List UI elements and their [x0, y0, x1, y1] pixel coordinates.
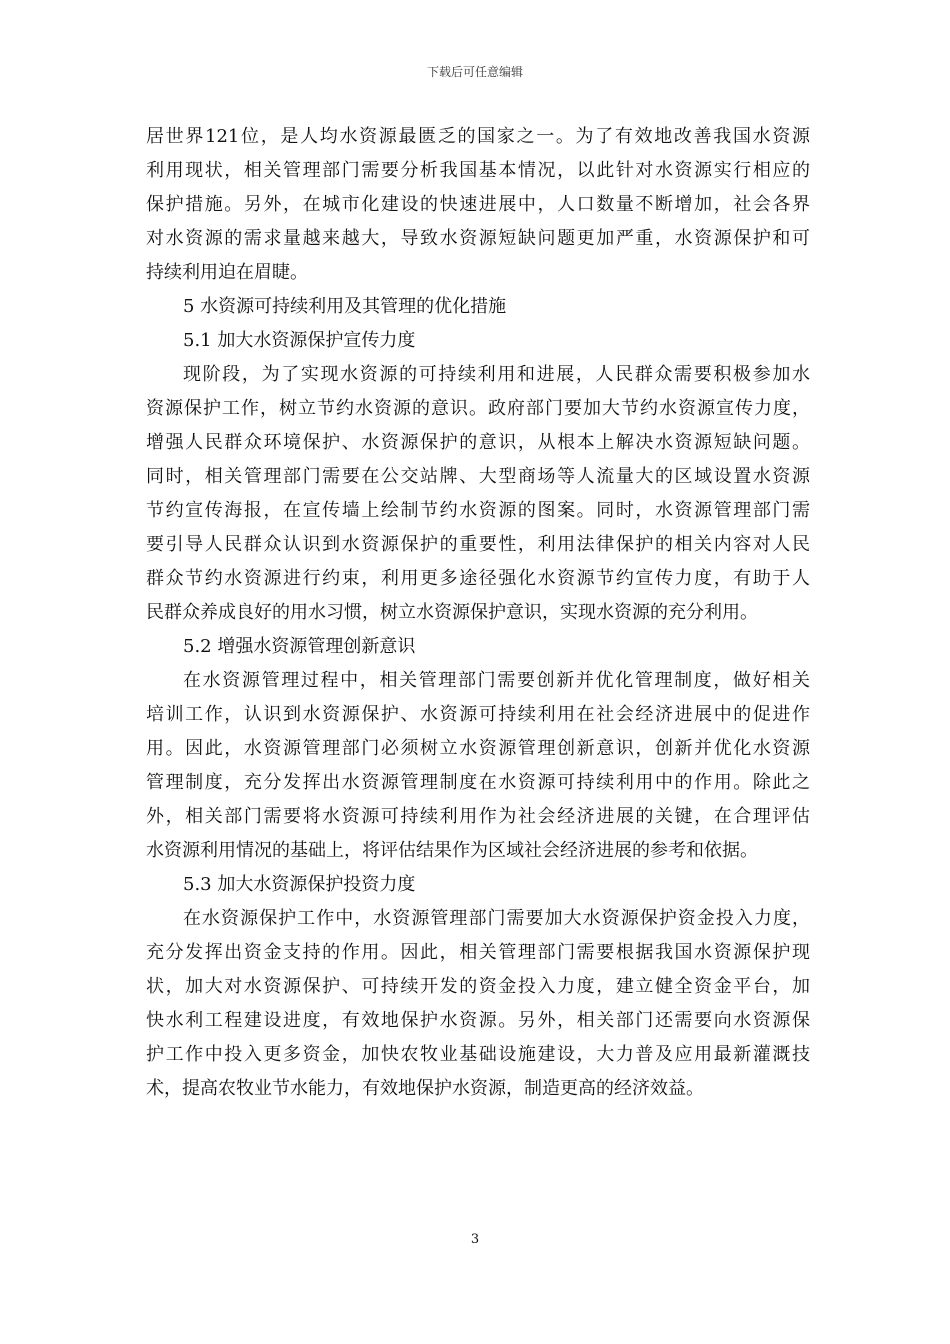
- text-line: 要引导人民群众认识到水资源保护的重要性，利用法律保护的相关内容对人民: [146, 534, 810, 555]
- text-line: 利用现状，相关管理部门需要分析我国基本情况，以此针对水资源实行相应的: [146, 160, 810, 181]
- document-body: [146, 120, 810, 1106]
- text-line: 充分发挥出资金支持的作用。因此，相关管理部门需要根据我国水资源保护现: [146, 942, 810, 963]
- section-heading-5-2: 5.2 增强水资源管理创新意识: [183, 636, 416, 657]
- text-line: 群众节约水资源进行约束，利用更多途径强化水资源节约宣传力度，有助于人: [146, 568, 810, 589]
- text-line: 管理制度，充分发挥出水资源管理制度在水资源可持续利用中的作用。除此之: [146, 772, 810, 793]
- text-line: 资源保护工作，树立节约水资源的意识。政府部门要加大节约水资源宣传力度，: [146, 398, 810, 419]
- section-heading-5-3: 5.3 加大水资源保护投资力度: [183, 874, 416, 895]
- text-line: 居世界121位，是人均水资源最匮乏的国家之一。为了有效地改善我国水资源: [146, 126, 810, 147]
- text-line: 状，加大对水资源保护、可持续开发的资金投入力度，建立健全资金平台，加: [146, 976, 810, 997]
- text-line: 节约宣传海报，在宣传墙上绘制节约水资源的图案。同时，水资源管理部门需: [146, 500, 810, 521]
- text-line: 护工作中投入更多资金，加快农牧业基础设施建设，大力普及应用最新灌溉技: [146, 1044, 810, 1065]
- paragraph-continuation: [146, 120, 810, 290]
- text-line: 外，相关部门需要将水资源可持续利用作为社会经济进展的关键，在合理评估: [146, 806, 810, 827]
- text-line: 术，提高农牧业节水能力，有效地保护水资源，制造更高的经济效益。: [146, 1078, 704, 1099]
- paragraph-5-2: [146, 664, 810, 868]
- text-line: 用。因此，水资源管理部门必须树立水资源管理创新意识，创新并优化水资源: [146, 738, 810, 759]
- paragraph-5-1: [146, 358, 810, 630]
- text-line: 持续利用迫在眉睫。: [146, 262, 308, 283]
- section-heading-5-1: 5.1 加大水资源保护宣传力度: [183, 330, 416, 351]
- text-line: 在水资源保护工作中，水资源管理部门需要加大水资源保护资金投入力度，: [183, 908, 810, 929]
- paragraph-5-3: [146, 902, 810, 1106]
- text-line: 快水利工程建设进度，有效地保护水资源。另外，相关部门还需要向水资源保: [146, 1010, 810, 1031]
- text-line: 现阶段，为了实现水资源的可持续利用和进展，人民群众需要积极参加水: [183, 364, 810, 385]
- text-line: 同时，相关管理部门需要在公交站牌、大型商场等人流量大的区域设置水资源: [146, 466, 810, 487]
- page-header: 下载后可任意编辑: [426, 65, 523, 79]
- text-line: 民群众养成良好的用水习惯，树立水资源保护意识，实现水资源的充分利用。: [146, 602, 758, 623]
- text-line: 对水资源的需求量越来越大，导致水资源短缺问题更加严重，水资源保护和可: [146, 228, 810, 249]
- text-line: 增强人民群众环境保护、水资源保护的意识，从根本上解决水资源短缺问题。: [146, 432, 810, 453]
- text-line: 培训工作，认识到水资源保护、水资源可持续利用在社会经济进展中的促进作: [146, 704, 810, 725]
- text-line: 保护措施。另外，在城市化建设的快速进展中，人口数量不断增加，社会各界: [146, 194, 810, 215]
- page-number: 3: [470, 1232, 480, 1247]
- section-heading-5: 5 水资源可持续利用及其管理的优化措施: [183, 296, 507, 317]
- text-line: 水资源利用情况的基础上，将评估结果作为区域社会经济进展的参考和依据。: [146, 840, 758, 861]
- text-line: 在水资源管理过程中，相关管理部门需要创新并优化管理制度，做好相关: [183, 670, 810, 691]
